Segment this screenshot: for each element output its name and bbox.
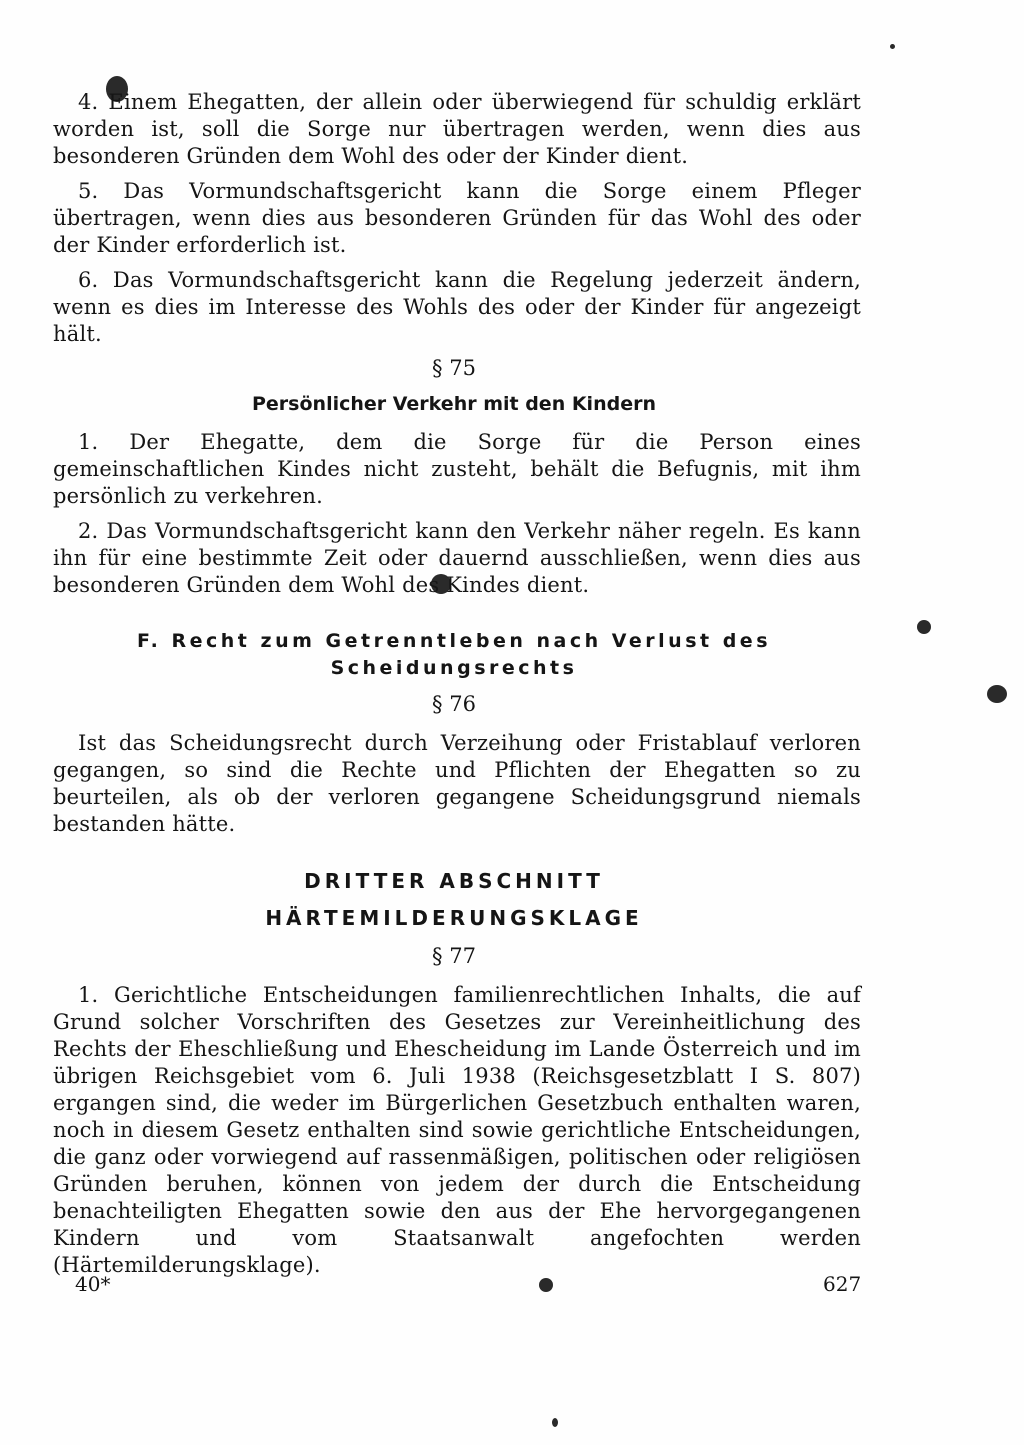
paragraph-5: 5. Das Vormundschaftsgericht kann die Sorge einem Pfleger übertragen, wenn dies aus besonderen Gründen für das Wohl des oder der Kinder erforderlich ist.	[53, 179, 861, 257]
section-75-number: § 75	[432, 356, 476, 380]
section-77-body	[53, 982, 861, 1279]
section-75-paragraph-2: 2. Das Vormundschaftsgericht kann den Verkehr näher regeln. Es kann ihn für eine bestimmte Zeit oder dauernd ausschließen, wenn dies aus besonderen Gründen dem Wohl des Kindes dient.	[53, 519, 861, 597]
page-number: 627	[823, 1272, 862, 1296]
paragraph-4: 4. Einem Ehegatten, der allein oder überwiegend für schuldig erklärt worden ist, soll die Sorge nur übertragen werden, wenn dies aus besonderen Gründen dem Wohl des oder der Kinder dient.	[53, 90, 861, 168]
ink-spot	[890, 44, 895, 49]
section-75-paragraph-1: 1. Der Ehegatte, dem die Sorge für die Person eines gemeinschaftlichen Kindes nicht zusteht, behält die Befugnis, mit ihm persönlich zu verkehren.	[53, 430, 861, 508]
haertemilderungsklage-heading: HÄRTEMILDERUNGSKLAGE	[265, 906, 643, 930]
section-76-body	[53, 730, 861, 838]
section-75-title: Persönlicher Verkehr mit den Kindern	[252, 393, 656, 415]
part-f-heading-line2: Scheidungsrechts	[330, 657, 578, 679]
ink-spot	[539, 1278, 553, 1292]
ink-spot	[917, 620, 931, 634]
ink-spot	[552, 1418, 558, 1427]
ink-spot	[987, 685, 1007, 703]
paragraphs-top	[53, 89, 861, 348]
section-76-paragraph: Ist das Scheidungsrecht durch Verzeihung oder Fristablauf verloren gegangen, so sind die Rechte und Pflichten der Ehegatten so zu beurteilen, als ob der verloren gegangene Scheidungsgrund niemals bestanden hätte.	[53, 731, 861, 836]
section-75-body	[53, 429, 861, 599]
part-f-heading-line1: F. Recht zum Getrenntleben nach Verlust des	[136, 630, 772, 652]
dritter-abschnitt-heading: DRITTER ABSCHNITT	[304, 869, 604, 893]
paragraph-6: 6. Das Vormundschaftsgericht kann die Regelung jederzeit ändern, wenn es dies im Interesse des Wohls des oder der Kinder für angezeigt hält.	[53, 268, 861, 346]
signature-mark: 40*	[75, 1272, 111, 1296]
section-77-paragraph-1: 1. Gerichtliche Entscheidungen familienrechtlichen Inhalts, die auf Grund solcher Vorschriften des Gesetzes zur Vereinheitlichung des Rechts der Eheschließung und Ehescheidung im Lande Österreich und im übrigen Reichsgebiet vom 6. Juli 1938 (Reichsgesetzblatt I S. 807) ergangen sind, die weder im Bürgerlichen Gesetzbuch enthalten waren, noch in diesem Gesetz enthalten sind sowie gerichtliche Entscheidungen, die ganz oder vorwiegend auf rassenmäßigen, politischen oder religiösen Gründen beruhen, können von jedem der durch die Entscheidung benachteiligten Ehegatten sowie den aus der Ehe hervorgegangenen Kindern und vom Staatsanwalt angefochten werden (Härtemilderungsklage).	[53, 983, 861, 1277]
section-76-number: § 76	[432, 692, 476, 716]
section-77-number: § 77	[432, 944, 476, 968]
